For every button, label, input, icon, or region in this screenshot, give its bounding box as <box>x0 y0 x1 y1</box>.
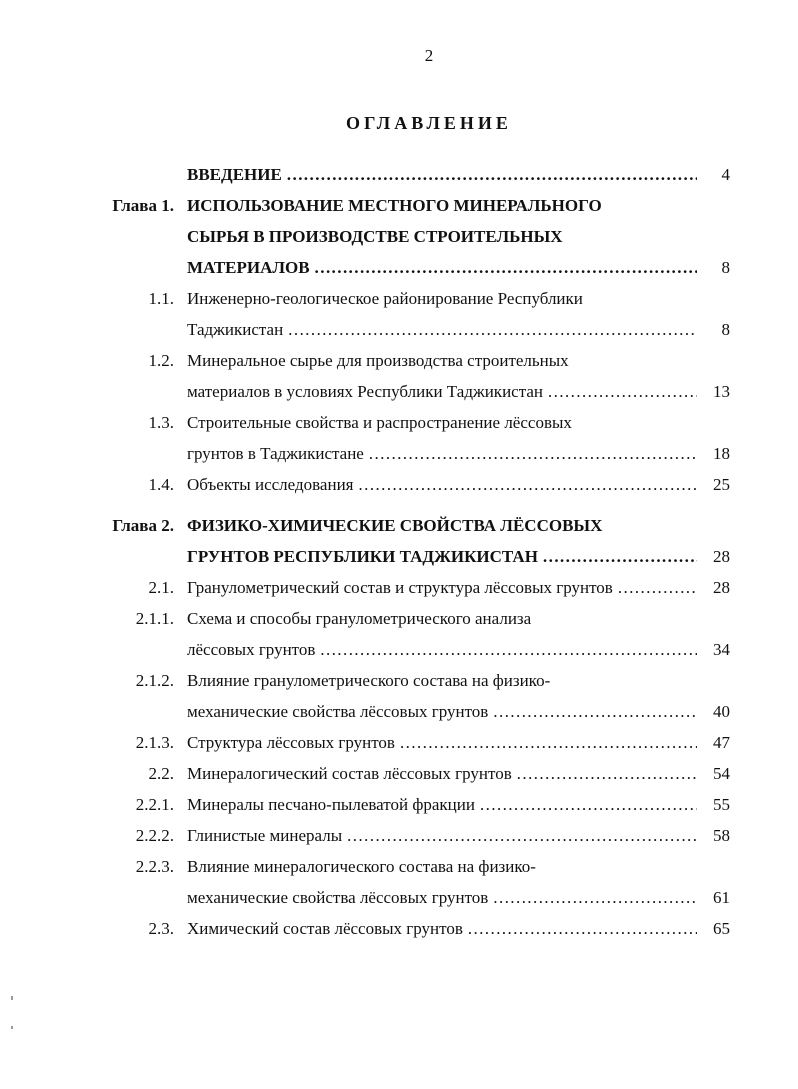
toc-entry <box>0 256 798 280</box>
toc-entry-title: лёссовых грунтов ……………………………………………………………………………………………………………………………………………………………………… <box>187 638 697 662</box>
toc-entry-page: 25 <box>713 475 730 494</box>
toc-entry-title: Минеральное сырье для производства строительных <box>187 351 569 370</box>
toc-entry-title: Минералогический состав лёссовых грунтов ……………………………………………………………………………………………………………………………………………………………………… <box>187 762 697 786</box>
toc-entry-number: 2.2.1. <box>135 795 174 814</box>
toc-entry-page: 58 <box>713 826 730 845</box>
toc-entry <box>0 514 798 538</box>
toc-entry-number: 2.2. <box>148 764 174 783</box>
toc-entry-page: 40 <box>713 702 730 721</box>
toc-entry-title: механические свойства лёссовых грунтов ……………………………………………………………………………………………………………………………………………………………………… <box>187 700 697 724</box>
toc-entry-title: Химический состав лёссовых грунтов ……………………………………………………………………………………………………………………………………………………………………… <box>187 917 697 941</box>
toc-entry-title: материалов в условиях Республики Таджикистан ……………………………………………………………………………………………………………………………………………………………………… <box>187 380 697 404</box>
toc-entry-title: Таджикистан ……………………………………………………………………………………………………………………………………………………………………… <box>187 318 697 342</box>
toc-entry-page: 18 <box>713 444 730 463</box>
toc-entry-page: 8 <box>721 320 730 339</box>
toc-entry <box>0 824 798 848</box>
toc-entry-title: Схема и способы гранулометрического анализа <box>187 609 532 628</box>
toc-entry-page: 28 <box>713 578 730 597</box>
toc-entry <box>0 318 798 342</box>
toc-entry-title: Строительные свойства и распространение лёссовых <box>187 413 572 432</box>
toc-entry <box>0 793 798 817</box>
toc-entry-page: 13 <box>713 382 730 401</box>
toc-entry-title: Минералы песчано-пылеватой фракции ……………………………………………………………………………………………………………………………………………………………………… <box>187 793 697 817</box>
toc-entry <box>0 225 798 249</box>
toc-entry-number: Глава 1. <box>112 196 174 215</box>
toc-entry-number: 2.1.3. <box>135 733 174 752</box>
toc-entry <box>0 917 798 941</box>
toc-entry <box>0 349 798 373</box>
toc-entry-number: 1.2. <box>148 351 174 370</box>
toc-entry-title: СЫРЬЯ В ПРОИЗВОДСТВЕ СТРОИТЕЛЬНЫХ <box>187 227 563 246</box>
toc-entry-number: 2.2.2. <box>135 826 174 845</box>
toc-entry <box>0 638 798 662</box>
toc-entry <box>0 473 798 497</box>
toc-entry <box>0 607 798 631</box>
toc-entry-title: ИСПОЛЬЗОВАНИЕ МЕСТНОГО МИНЕРАЛЬНОГО <box>187 196 602 215</box>
toc-entry-page: 34 <box>713 640 730 659</box>
toc-entry <box>0 442 798 466</box>
toc-entry-number: 2.1. <box>148 578 174 597</box>
toc-entry <box>0 287 798 311</box>
toc-entry-number: 2.1.1. <box>135 609 174 628</box>
toc-entry-number: 2.2.3. <box>135 857 174 876</box>
toc-entry-title: ВВЕДЕНИЕ ……………………………………………………………………………………………………………………………………………………………………… <box>187 163 697 187</box>
toc-entry-title: Структура лёссовых грунтов ……………………………………………………………………………………………………………………………………………………………………… <box>187 731 697 755</box>
toc-entry-page: 8 <box>721 258 730 277</box>
scan-mark <box>11 1026 13 1029</box>
toc-entry-number: 1.3. <box>148 413 174 432</box>
toc-entry <box>0 545 798 569</box>
toc-entry <box>0 380 798 404</box>
toc-entry-title: механические свойства лёссовых грунтов ……………………………………………………………………………………………………………………………………………………………………… <box>187 886 697 910</box>
toc-entry-page: 65 <box>713 919 730 938</box>
toc-entry-title: Гранулометрический состав и структура лёссовых грунтов ……………………………………………………………………………………………………………………………………………………………………… <box>187 576 697 600</box>
toc-entry <box>0 886 798 910</box>
toc-entry-page: 61 <box>713 888 730 907</box>
toc-entry-title: Инженерно-геологическое районирование Республики <box>187 289 583 308</box>
toc-entry-title: Глинистые минералы ……………………………………………………………………………………………………………………………………………………………………… <box>187 824 697 848</box>
toc-entry-title: грунтов в Таджикистане ……………………………………………………………………………………………………………………………………………………………………… <box>187 442 697 466</box>
toc-entry <box>0 762 798 786</box>
toc-entry <box>0 576 798 600</box>
toc-entry-number: 2.1.2. <box>135 671 174 690</box>
toc-title: ОГЛАВЛЕНИЕ <box>346 113 512 133</box>
toc-entry-page: 4 <box>721 165 730 184</box>
toc-entry-number: 1.4. <box>148 475 174 494</box>
toc-entry-title: ФИЗИКО-ХИМИЧЕСКИЕ СВОЙСТВА ЛЁССОВЫХ <box>187 516 603 535</box>
toc-entry-title: ГРУНТОВ РЕСПУБЛИКИ ТАДЖИКИСТАН ……………………………………………………………………………………………………………………………………………………………………… <box>187 545 697 569</box>
toc-entry-title: Влияние минералогического состава на физико- <box>187 857 536 876</box>
toc-entry-page: 28 <box>713 547 730 566</box>
toc-entry <box>0 731 798 755</box>
toc-entry-title: Объекты исследования ……………………………………………………………………………………………………………………………………………………………………… <box>187 473 697 497</box>
toc-entry-page: 54 <box>713 764 730 783</box>
toc-entry <box>0 194 798 218</box>
toc-entry-title: МАТЕРИАЛОВ ……………………………………………………………………………………………………………………………………………………………………… <box>187 256 697 280</box>
toc-entry <box>0 700 798 724</box>
toc-entry <box>0 669 798 693</box>
toc-entry-page: 47 <box>713 733 730 752</box>
toc-entry <box>0 163 798 187</box>
scan-mark <box>11 996 13 1000</box>
toc-entry <box>0 855 798 879</box>
toc-entry-number: 2.3. <box>148 919 174 938</box>
toc-entry-title: Влияние гранулометрического состава на физико- <box>187 671 551 690</box>
toc-entry-number: 1.1. <box>148 289 174 308</box>
toc-entry-number: Глава 2. <box>112 516 174 535</box>
toc-entry-page: 55 <box>713 795 730 814</box>
page-number: 2 <box>424 46 434 65</box>
toc-entry <box>0 411 798 435</box>
